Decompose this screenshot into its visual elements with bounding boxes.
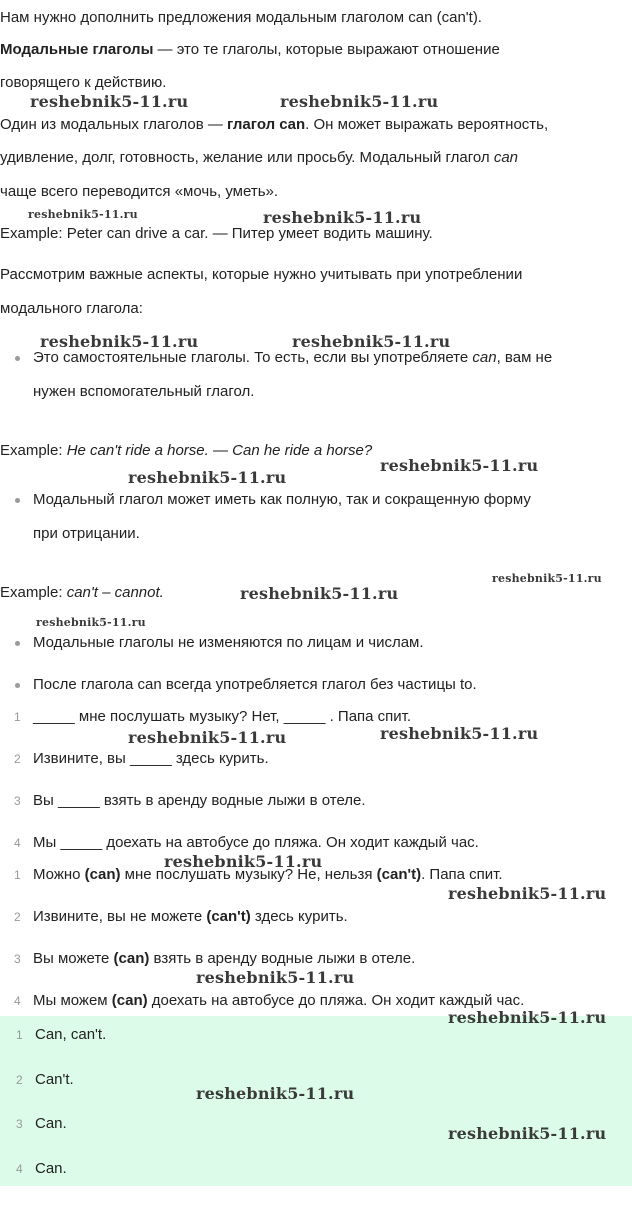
watermark: reshebnik5-11.ru <box>128 728 287 747</box>
answer-text: Can, can't. <box>35 1026 107 1043</box>
translation-number: 1 <box>14 868 21 882</box>
translation-part: . Папа спит. <box>421 866 503 883</box>
task-text: Извините, вы _____ здесь курить. <box>33 750 269 767</box>
watermark: reshebnik5-11.ru <box>448 1124 607 1143</box>
bullet-dot <box>15 498 20 503</box>
watermark: reshebnik5-11.ru <box>292 332 451 351</box>
watermark: reshebnik5-11.ru <box>492 572 602 585</box>
task-text: Вы _____ взять в аренду водные лыжи в отеле. <box>33 792 366 809</box>
task-number: 4 <box>14 836 21 850</box>
task-number: 3 <box>14 794 21 808</box>
translation-part: Вы можете <box>33 950 114 967</box>
answer-number: 4 <box>16 1162 23 1176</box>
watermark: reshebnik5-11.ru <box>280 92 439 111</box>
watermark: reshebnik5-11.ru <box>448 884 607 903</box>
answer-number: 2 <box>16 1073 23 1087</box>
bullet-3: Модальные глаголы не изменяются по лицам и числам. <box>33 634 424 651</box>
answer-text: Can. <box>35 1160 67 1177</box>
translation-part: взять в аренду водные лыжи в отеле. <box>149 950 416 967</box>
example-1: Example: Peter can drive a car. — Питер умеет водить машину. <box>0 225 433 242</box>
watermark: reshebnik5-11.ru <box>380 724 539 743</box>
bullet-1-line-2: нужен вспомогательный глагол. <box>33 383 255 400</box>
can-line-1 <box>0 115 548 135</box>
bullet-1-line-1 <box>33 348 552 368</box>
watermark: reshebnik5-11.ru <box>36 616 146 629</box>
bullet-2-line-1: Модальный глагол может иметь как полную, так и сокращенную форму <box>33 491 531 508</box>
definition-text: — это те глаголы, которые выражают отношение <box>153 41 500 58</box>
answer-text: Can't. <box>35 1071 74 1088</box>
translation-number: 3 <box>14 952 21 966</box>
translation-part: Мы можем <box>33 992 112 1009</box>
translation-bold: (can't) <box>376 866 422 883</box>
translation-part: доехать на автобусе до пляжа. Он ходит каждый час. <box>147 992 525 1009</box>
translation-bold: (can) <box>84 866 121 883</box>
definition-line-1 <box>0 40 500 60</box>
task-number: 2 <box>14 752 21 766</box>
watermark: reshebnik5-11.ru <box>128 468 287 487</box>
watermark: reshebnik5-11.ru <box>448 1008 607 1027</box>
bullet-4: После глагола can всегда употребляется глагол без частицы to. <box>33 676 477 693</box>
answer-text: Can. <box>35 1115 67 1132</box>
watermark: reshebnik5-11.ru <box>380 456 539 475</box>
translation-text <box>33 949 415 969</box>
bullet-1-text-b: , вам не <box>496 349 553 366</box>
example-3 <box>0 583 164 603</box>
can-text-2: . Он может выражать вероятность, <box>305 116 549 133</box>
translation-part: здесь курить. <box>250 908 348 925</box>
watermark: reshebnik5-11.ru <box>164 852 323 871</box>
watermark: reshebnik5-11.ru <box>196 1084 355 1103</box>
definition-term: Модальные глаголы <box>0 41 154 58</box>
example-2-text: He can't ride a horse. — Can he ride a horse? <box>66 442 373 459</box>
can-line-2 <box>0 148 518 168</box>
can-term: глагол can <box>227 116 306 133</box>
translation-part: Извините, вы не можете <box>33 908 207 925</box>
bullet-1-text-a: Это самостоятельные глаголы. То есть, если вы употребляете <box>33 349 473 366</box>
translation-text <box>33 907 348 927</box>
can-line-3: чаще всего переводится «мочь, уметь». <box>0 183 279 200</box>
task-text: Мы _____ доехать на автобусе до пляжа. Он ходит каждый час. <box>33 834 479 851</box>
task-number: 1 <box>14 710 21 724</box>
bullet-dot <box>15 356 20 361</box>
watermark: reshebnik5-11.ru <box>240 584 399 603</box>
aspects-line-2: модального глагола: <box>0 300 143 317</box>
aspects-line-1: Рассмотрим важные аспекты, которые нужно учитывать при употреблении <box>0 266 523 283</box>
translation-part: Можно <box>33 866 85 883</box>
intro-line-1: Нам нужно дополнить предложения модальным глаголом can (can't). <box>0 9 482 26</box>
bullet-dot <box>15 641 20 646</box>
translation-number: 2 <box>14 910 21 924</box>
watermark: reshebnik5-11.ru <box>40 332 199 351</box>
example-2 <box>0 441 372 461</box>
definition-line-2: говорящего к действию. <box>0 74 167 91</box>
can-text-3: удивление, долг, готовность, желание или просьбу. Модальный глагол <box>0 149 494 166</box>
answer-number: 1 <box>16 1028 23 1042</box>
translation-bold: (can) <box>113 950 150 967</box>
bullet-1-italic: can <box>472 349 497 366</box>
watermark: reshebnik5-11.ru <box>263 208 422 227</box>
translation-part: мне послушать музыку? Не, нельзя <box>120 866 377 883</box>
example-2-label: Example: <box>0 442 67 459</box>
bullet-2-line-2: при отрицании. <box>33 525 140 542</box>
watermark: reshebnik5-11.ru <box>30 92 189 111</box>
example-3-label: Example: <box>0 584 67 601</box>
translation-bold: (can't) <box>206 908 251 925</box>
answer-number: 3 <box>16 1117 23 1131</box>
watermark: reshebnik5-11.ru <box>196 968 355 987</box>
translation-bold: (can) <box>111 992 148 1009</box>
can-italic: can <box>493 149 518 166</box>
bullet-dot <box>15 683 20 688</box>
task-text: _____ мне послушать музыку? Нет, _____ . Папа спит. <box>33 708 412 725</box>
watermark: reshebnik5-11.ru <box>28 208 138 221</box>
example-3-text: can't – cannot. <box>66 584 164 601</box>
can-text-1: Один из модальных глаголов — <box>0 116 228 133</box>
translation-number: 4 <box>14 994 21 1008</box>
